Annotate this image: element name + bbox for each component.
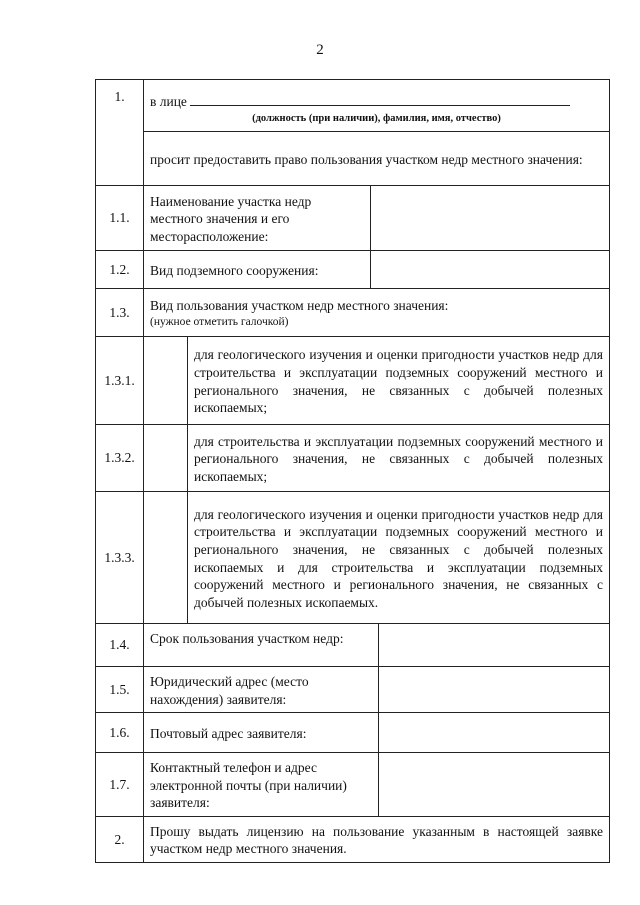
row-1-4-label: Срок пользования участком недр: — [144, 624, 379, 667]
person-name-field[interactable] — [190, 92, 570, 106]
option-1-3-1-text: для геологического изучения и оценки пригодности участков недр для строительства и эксплуатации подземных сооружений местного и регионального значения, не связанных с добычей полезных ископаемых; — [188, 337, 610, 425]
option-1-3-3-number: 1.3.3. — [96, 492, 144, 624]
row-1-number: 1. — [96, 80, 144, 186]
row-1-2-value-field[interactable] — [371, 251, 610, 289]
option-1-3-3-checkbox[interactable] — [144, 492, 188, 624]
row-1-2-label: Вид подземного сооружения: — [144, 251, 371, 289]
row-1-7-value-field[interactable] — [379, 753, 610, 817]
row-1-3-hint: (нужное отметить галочкой) — [150, 315, 289, 328]
application-form-table — [95, 79, 610, 863]
row-1-3-number: 1.3. — [96, 289, 144, 337]
row-1-1-value-field[interactable] — [371, 186, 610, 251]
row-2-text: Прошу выдать лицензию на пользование указанным в настоящей заявке участком недр местного значения. — [144, 816, 610, 862]
row-1-4-value-field[interactable] — [379, 624, 610, 667]
person-hint: (должность (при наличии), фамилия, имя, отчество) — [252, 112, 501, 124]
option-1-3-2-number: 1.3.2. — [96, 425, 144, 492]
row-1-7-label: Контактный телефон и адрес электронной почты (при наличии) заявителя: — [144, 753, 379, 817]
row-1-5-value-field[interactable] — [379, 667, 610, 713]
page-number: 2 — [316, 42, 324, 58]
row-1-6-number: 1.6. — [96, 713, 144, 753]
option-1-3-1-number: 1.3.1. — [96, 337, 144, 425]
person-prefix: в лице — [150, 94, 187, 109]
option-1-3-2-text: для строительства и эксплуатации подземных сооружений местного и регионального значения, не связанных с добычей полезных ископаемых; — [188, 425, 610, 492]
applicant-person-cell — [144, 80, 610, 132]
row-1-7-number: 1.7. — [96, 753, 144, 817]
row-1-2-number: 1.2. — [96, 251, 144, 289]
option-1-3-1-checkbox[interactable] — [144, 337, 188, 425]
row-1-6-label: Почтовый адрес заявителя: — [144, 713, 379, 753]
row-1-5-label: Юридический адрес (место нахождения) заявителя: — [144, 667, 379, 713]
row-1-4-number: 1.4. — [96, 624, 144, 667]
row-1-6-value-field[interactable] — [379, 713, 610, 753]
row-1-3-cell — [144, 289, 610, 337]
request-text: просит предоставить право пользования участком недр местного значения: — [144, 132, 610, 186]
option-1-3-3-text: для геологического изучения и оценки пригодности участков недр для строительства и эксплуатации подземных сооружений местного и регионального значения, не связанных с добычей полезных ископаемых и для строительства и эксплуатации подземных сооружений местного и регионального значения, не связанных с добычей полезных ископаемых. — [188, 492, 610, 624]
row-2-number: 2. — [96, 816, 144, 862]
row-1-5-number: 1.5. — [96, 667, 144, 713]
row-1-1-number: 1.1. — [96, 186, 144, 251]
option-1-3-2-checkbox[interactable] — [144, 425, 188, 492]
row-1-3-label: Вид пользования участком недр местного значения: — [150, 298, 449, 314]
row-1-1-label: Наименование участка недр местного значения и его месторасположение: — [144, 186, 371, 251]
